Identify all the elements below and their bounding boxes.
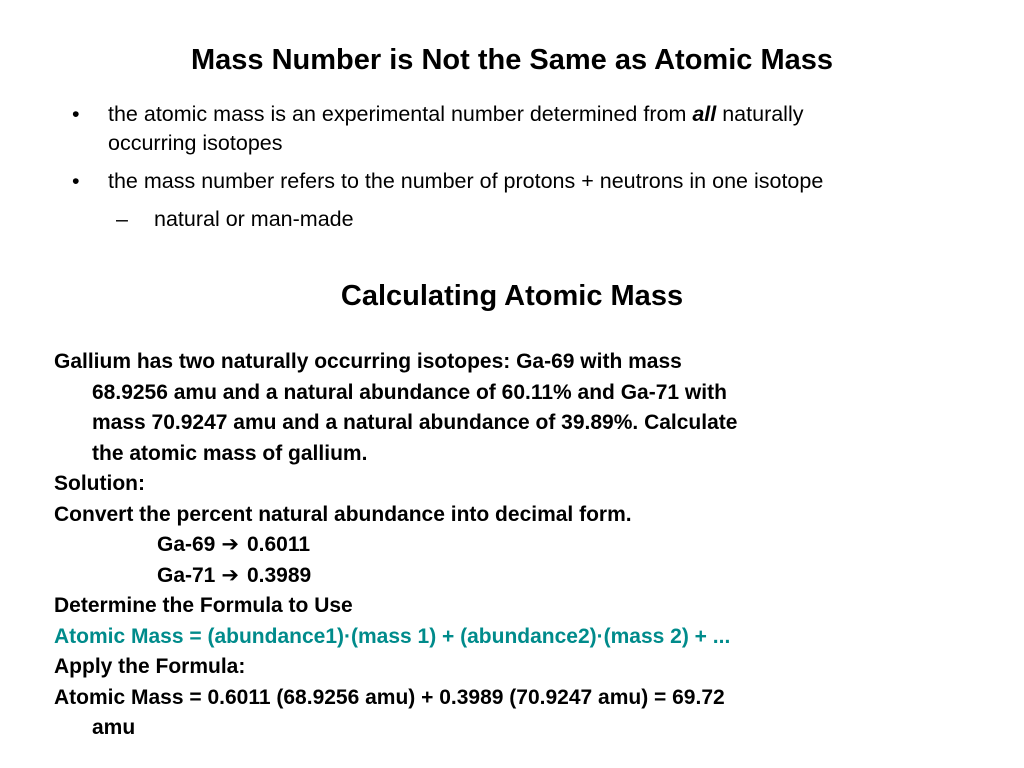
problem-line-1: Gallium has two naturally occurring isotopes: Ga-69 with mass [54,350,682,373]
bullet-list [72,100,972,234]
conversion-isotope: Ga-69 [157,533,216,556]
problem-line-2: 68.9256 amu and a natural abundance of 60.11% and Ga-71 with [92,380,727,404]
problem-line-4: the atomic mass of gallium. [92,441,368,465]
bullet-text-emphasis: all [692,102,717,126]
bullet-item-mass-number [72,167,972,196]
convert-instruction: Convert the percent natural abundance into decimal form. [54,502,632,526]
result-line-1: Atomic Mass = 0.6011 (68.9256 amu) + 0.3989 (70.9247 amu) = 69.72 [54,685,725,709]
solution-label: Solution: [54,472,145,495]
sub-bullet-text: natural or man-made [154,207,354,231]
slide-title: Mass Number is Not the Same as Atomic Mass [191,44,833,76]
bullet-dot: • [72,169,80,193]
right-arrow-icon: ➔ [221,533,239,556]
determine-label: Determine the Formula to Use [54,594,353,617]
section-title: Calculating Atomic Mass [340,280,684,312]
bullet-dot: • [72,102,80,126]
conversion-row [54,561,914,592]
right-arrow-icon: ➔ [221,563,239,587]
problem-line-3: mass 70.9247 amu and a natural abundance of 39.89%. Calculate [92,411,738,434]
bullet-text-post: naturally [716,102,804,126]
bullet-text-pre: the atomic mass is an experimental number determined from [108,102,693,126]
conversion-decimal: 0.6011 [246,533,311,556]
conversion-decimal: 0.3989 [246,563,312,587]
conversion-isotope: Ga-71 [157,563,216,587]
result-line-2: amu [92,716,136,739]
worked-problem [54,347,914,744]
apply-label: Apply the Formula: [54,655,246,678]
formula: Atomic Mass = (abundance1)·(mass 1) + (abundance2)·(mass 2) + ... [54,624,731,648]
sub-bullet-item [72,205,972,234]
bullet-text-line [108,100,972,129]
conversion-row [54,530,914,561]
bullet-text: the mass number refers to the number of protons + neutrons in one isotope [108,169,824,193]
bullet-text-continuation: occurring isotopes [108,131,283,155]
bullet-item-atomic-mass [72,100,972,158]
sub-bullet-dash: – [116,207,128,231]
